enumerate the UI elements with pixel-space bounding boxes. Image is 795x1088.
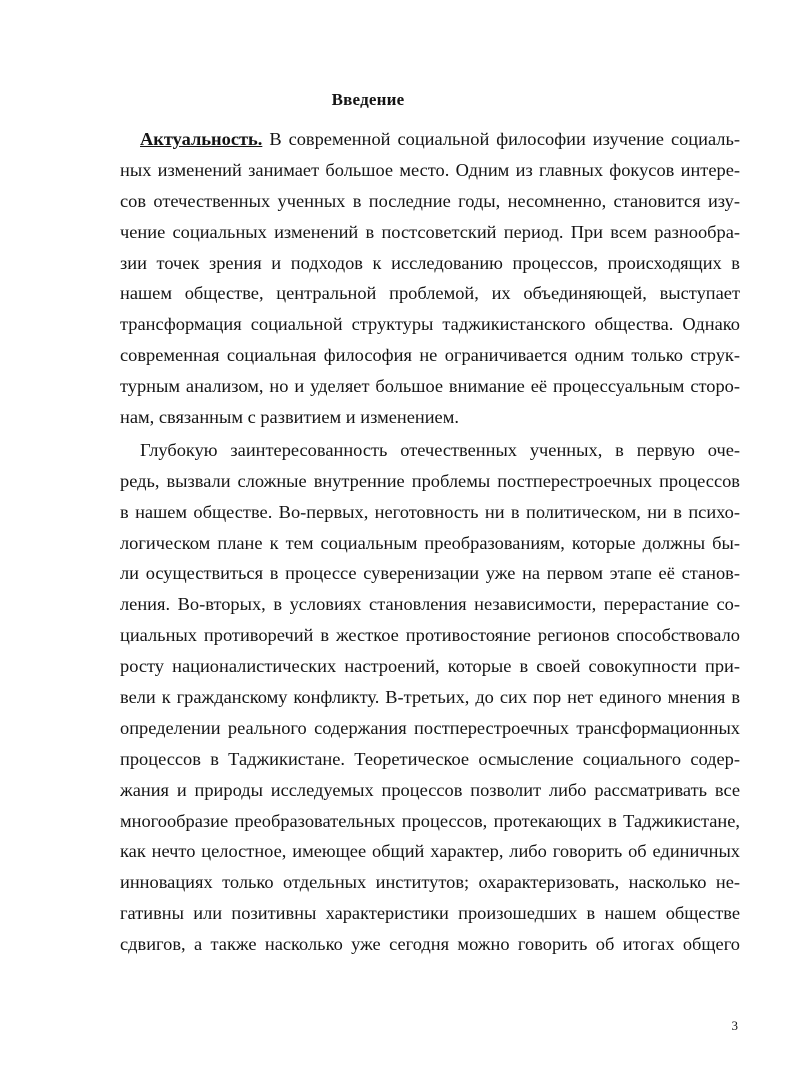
text-line: зии точек зрения и подходов к исследованию процессов, происходящих в (120, 252, 740, 273)
text-line: вели к гражданскому конфликту. В-третьих, до сих пор нет единого мнения в (120, 687, 740, 708)
text-line: турным анализом, но и уделяет большое внимание её процессуальным сторо- (120, 376, 740, 397)
page-title: Введение (331, 90, 405, 109)
paragraph-1 (120, 124, 740, 433)
text-line: жания и природы исследуемых процессов позволит либо рассматривать все (120, 779, 740, 800)
text-line: трансформация социальной структуры таджикистанского общества. Однако (120, 314, 740, 335)
line-text: В современной социальной философии изучение социаль- (262, 129, 740, 149)
text-line: ления. Во-вторых, в условиях становления независимости, перерастание со- (120, 594, 740, 615)
text-line: сов отечественных ученных в последние годы, несомненно, становится изу- (120, 190, 740, 211)
text-line: редь, вызвали сложные внутренние проблемы постперестроечных процессов (120, 470, 740, 491)
text-line: Глубокую заинтересованность отечественных ученных, в первую оче- (140, 439, 740, 460)
text-line: инновациях только отдельных институтов; охарактеризовать, насколько не- (120, 872, 740, 893)
paragraph-2 (120, 435, 740, 960)
text-line: росту националистических настроений, которые в своей совокупности при- (120, 656, 740, 677)
page-number: 3 (731, 1018, 738, 1033)
document-body (120, 124, 740, 960)
text-line: ли осуществиться в процессе суверенизации уже на первом этапе её станов- (120, 563, 740, 584)
text-line: процессов в Таджикистане. Теоретическое осмысление социального содер- (120, 748, 740, 769)
text-line: нам, связанным с развитием и изменением. (120, 407, 459, 428)
text-line: гативны или позитивны характеристики произошедших в нашем обществе (120, 903, 740, 924)
text-line: современная социальная философия не ограничивается одним только струк- (120, 345, 740, 366)
text-line: многообразие преобразовательных процессов, протекающих в Таджикистане, (120, 810, 740, 831)
text-line: как нечто целостное, имеющее общий характер, либо говорить об единичных (120, 841, 740, 862)
text-line: ных изменений занимает большое место. Одним из главных фокусов интере- (120, 159, 740, 180)
text-line: чение социальных изменений в постсоветский период. При всем разнообра- (120, 221, 740, 242)
text-line: нашем обществе, центральной проблемой, их объединяющей, выступает (120, 283, 740, 304)
text-line: логическом плане к тем социальным преобразованиям, которые должны бы- (120, 532, 740, 553)
text-line (140, 124, 740, 155)
text-line: определении реального содержания постперестроечных трансформационных (120, 717, 740, 738)
keyword-relevance: Актуальность. (140, 129, 263, 149)
text-line: в нашем обществе. Во-первых, неготовность ни в политическом, ни в психо- (120, 501, 740, 522)
text-line: сдвигов, а также насколько уже сегодня можно говорить об итогах общего (120, 934, 740, 955)
text-line: циальных противоречий в жесткое противостояние регионов способствовало (120, 625, 740, 646)
